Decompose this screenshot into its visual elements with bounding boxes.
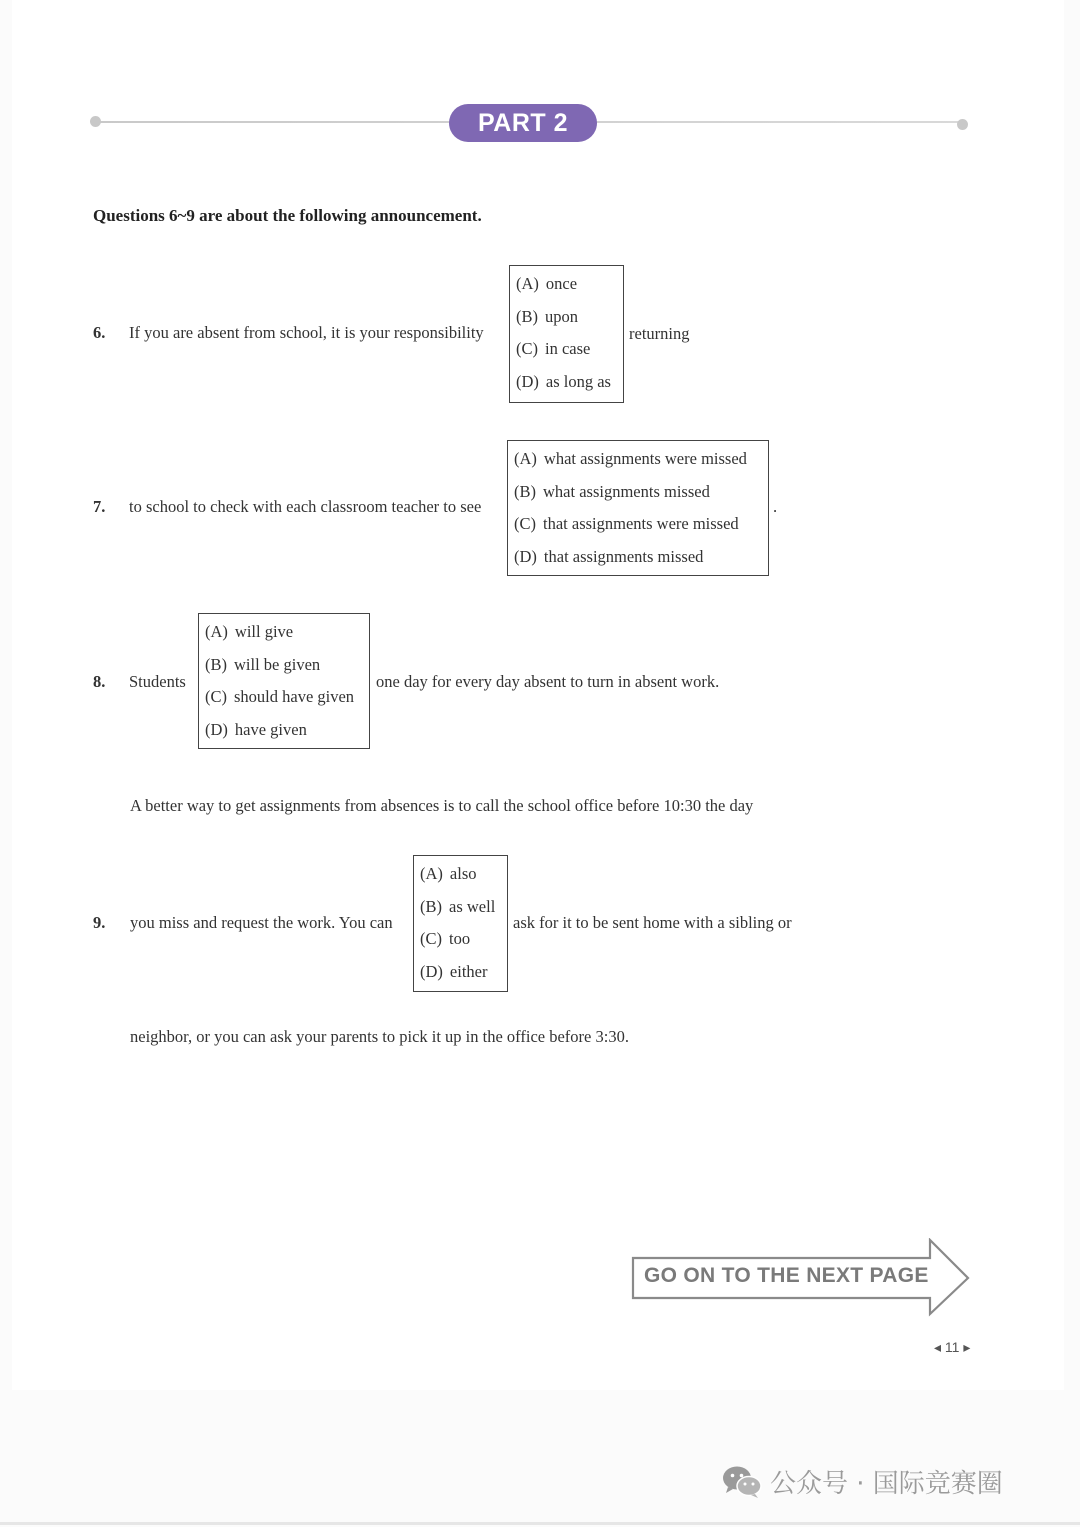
go-on-label: GO ON TO THE NEXT PAGE: [644, 1264, 929, 1287]
question-9-stem: you miss and request the work. You can: [130, 913, 393, 932]
closing-line: neighbor, or you can ask your parents to pick it up in the office before 3:30.: [130, 1027, 629, 1046]
option-a[interactable]: (A) what assignments were missed: [514, 449, 747, 468]
part-label: PART 2: [449, 104, 597, 142]
question-7-stem: to school to check with each classroom teacher to see: [129, 497, 482, 516]
option-d[interactable]: (D) either: [420, 961, 488, 981]
option-c[interactable]: (C) in case: [516, 339, 591, 358]
question-7-options: [507, 440, 769, 576]
bottom-rule: [0, 1522, 1080, 1525]
question-6-options: [509, 265, 624, 403]
option-c[interactable]: (C) should have given: [205, 687, 355, 706]
option-b[interactable]: (B) as well: [420, 896, 496, 916]
question-9-number: 9.: [93, 913, 106, 932]
option-b[interactable]: (B) upon: [516, 306, 578, 326]
question-6-stem: If you are absent from school, it is your responsibility: [129, 323, 484, 342]
option-a[interactable]: (A) will give: [205, 622, 294, 641]
question-7-number: 7.: [93, 497, 106, 516]
wechat-icon: [722, 1465, 762, 1499]
option-b[interactable]: (B) will be given: [205, 654, 321, 674]
question-8-number: 8.: [93, 672, 106, 691]
question-9-continuation: ask for it to be sent home with a sibling or: [513, 913, 792, 932]
option-d[interactable]: (D) have given: [205, 719, 307, 739]
option-b[interactable]: (B) what assignments missed: [514, 481, 710, 501]
divider-dot-left: [90, 116, 101, 127]
option-c[interactable]: (C) that assignments were missed: [514, 514, 739, 533]
instruction-text: Questions 6~9 are about the following announcement.: [93, 206, 482, 225]
question-9-options: [413, 855, 508, 992]
option-d[interactable]: (D) as long as: [516, 371, 611, 391]
question-6-continuation: returning: [629, 324, 690, 343]
passage-line: A better way to get assignments from absences is to call the school office before 10:30 the day: [130, 796, 754, 815]
option-d[interactable]: (D) that assignments missed: [514, 546, 704, 566]
page-number: ◂ 11 ▸: [934, 1339, 971, 1355]
option-a[interactable]: (A) also: [420, 864, 477, 883]
watermark-text: 公众号 · 国际竞赛圈: [770, 1469, 1003, 1499]
question-8-stem: Students: [129, 672, 186, 691]
question-8-continuation: one day for every day absent to turn in absent work.: [376, 672, 720, 691]
question-6-number: 6.: [93, 323, 106, 342]
watermark: [722, 1463, 1003, 1500]
question-7-period: .: [773, 497, 778, 516]
divider-dot-right: [957, 119, 968, 130]
question-8-options: [198, 613, 370, 749]
option-c[interactable]: (C) too: [420, 929, 471, 948]
option-a[interactable]: (A) once: [516, 274, 578, 293]
